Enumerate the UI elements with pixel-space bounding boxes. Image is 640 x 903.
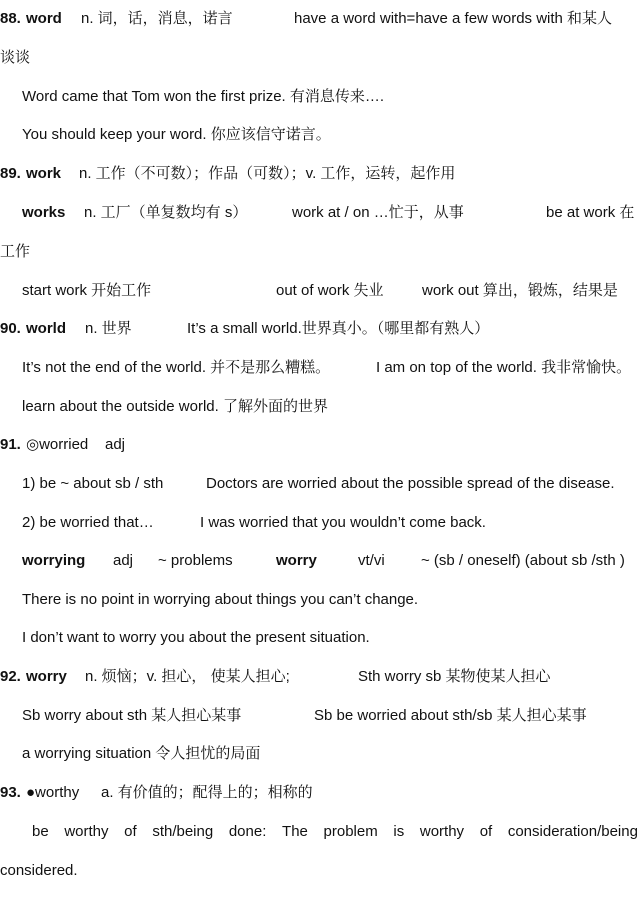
example-word: be — [32, 823, 49, 840]
usage-pattern: 1) be ~ about sb / sth — [22, 475, 164, 492]
entry-93-example-continuation — [0, 860, 640, 882]
entry-number: 92. — [0, 668, 21, 685]
phrase: Sth worry sb 某物使某人担心 — [358, 668, 551, 685]
entry-number: 90. — [0, 320, 21, 337]
entry-91-example-1 — [0, 589, 640, 611]
entry-90-examples — [0, 357, 640, 379]
entry-93-headline — [0, 782, 640, 804]
sub-headword: worry — [276, 552, 317, 569]
example-word: worthy — [419, 823, 465, 840]
entry-88-example-1 — [0, 86, 640, 108]
phrase: have a word with=have a few words with 和某人 — [294, 10, 613, 27]
entry-92-phrase-4 — [0, 743, 640, 765]
example-word: done: — [228, 823, 267, 840]
entry-89-phrases — [0, 280, 640, 302]
entry-91-usage-2 — [0, 512, 640, 534]
phrase: ~ (sb / oneself) (about sb /sth ) — [421, 552, 625, 569]
entry-91-example-2 — [0, 627, 640, 649]
phrase: ~ problems — [158, 552, 233, 569]
example-continuation: considered. — [0, 862, 78, 879]
example-word: The — [282, 823, 308, 840]
phrase: Sb be worried about sth/sb 某人担心某事 — [314, 707, 587, 724]
phrase: work out 算出，锻炼，结果是 — [422, 282, 618, 299]
example-word: consideration/being — [507, 823, 638, 840]
usage-pattern: 2) be worried that… — [22, 514, 154, 531]
entry-number: 93. — [0, 784, 21, 801]
entry-91-related-words — [0, 550, 640, 572]
example-word: of — [479, 823, 493, 840]
entry-88-example-2 — [0, 124, 640, 146]
entry-89-works-line — [0, 202, 640, 224]
example-word: sth/being — [152, 823, 214, 840]
part-of-speech: adj — [113, 552, 134, 569]
phrase: be at work 在 — [546, 204, 635, 221]
entry-89-phrase-continuation — [0, 241, 640, 263]
entry-92-phrases — [0, 705, 640, 727]
entry-93-example — [32, 821, 638, 843]
entry-92-headline — [0, 666, 640, 688]
phrase: out of work 失业 — [276, 282, 384, 299]
phrase: It’s a small world.世界真小。（哪里都有熟人） — [187, 320, 490, 337]
entry-number: 89. — [0, 165, 21, 182]
example-sentence: Word came that Tom won the first prize. 有消息传来…. — [22, 88, 385, 105]
headword: work — [26, 165, 62, 182]
part-of-speech: adj — [105, 436, 126, 453]
example-sentence: Doctors are worried about the possible spread of the disease. — [206, 475, 615, 492]
meaning: n. 词，话，消息，诺言 — [81, 10, 233, 27]
sub-headword: worrying — [22, 552, 86, 569]
example-sentence: It’s not the end of the world. 并不是那么糟糕。 — [22, 359, 331, 376]
example-word: is — [393, 823, 405, 840]
entry-88-phrase-continuation — [0, 47, 640, 69]
example-sentence: I don’t want to worry you about the present situation. — [22, 629, 370, 646]
part-of-speech: vt/vi — [358, 552, 385, 569]
entry-91-usage-1 — [0, 473, 640, 495]
example-sentence: You should keep your word. 你应该信守诺言。 — [22, 126, 331, 143]
example-sentence: I am on top of the world. 我非常愉快。 — [376, 359, 632, 376]
example-word: worthy — [64, 823, 109, 840]
entry-91-headline — [0, 434, 640, 456]
example-sentence: There is no point in worrying about things you can’t change. — [22, 591, 419, 608]
entry-89-headline — [0, 163, 640, 185]
headword: ◎worried — [26, 436, 89, 453]
phrase-continuation: 工作 — [0, 243, 31, 260]
meaning: a. 有价值的；配得上的；相称的 — [101, 784, 313, 801]
headword: ●worthy — [26, 784, 80, 801]
meaning: n. 世界 — [85, 320, 132, 337]
example-word: of — [124, 823, 137, 840]
example-sentence: learn about the outside world. 了解外面的世界 — [22, 398, 328, 415]
sub-headword: works — [22, 204, 66, 221]
meaning: n. 烦恼；v. 担心， 使某人担心; — [85, 668, 290, 685]
phrase: start work 开始工作 — [22, 282, 152, 299]
entry-90-headline — [0, 318, 640, 340]
headword: world — [26, 320, 66, 337]
phrase-continuation: 谈谈 — [0, 49, 31, 66]
example-sentence: I was worried that you wouldn’t come back. — [200, 514, 486, 531]
entry-number: 91. — [0, 436, 21, 453]
entry-88-headline — [0, 8, 640, 30]
headword: worry — [26, 668, 67, 685]
entry-number: 88. — [0, 10, 21, 27]
example-word: problem — [323, 823, 378, 840]
phrase: Sb worry about sth 某人担心某事 — [22, 707, 242, 724]
phrase: a worrying situation 令人担忧的局面 — [22, 745, 261, 762]
meaning: n. 工作（不可数）；作品（可数）；v. 工作，运转，起作用 — [79, 165, 456, 182]
phrase: work at / on …忙于，从事 — [292, 204, 464, 221]
headword: word — [26, 10, 62, 27]
sub-meaning: n. 工厂（单复数均有 s） — [84, 204, 248, 221]
entry-90-example-3 — [0, 396, 640, 418]
